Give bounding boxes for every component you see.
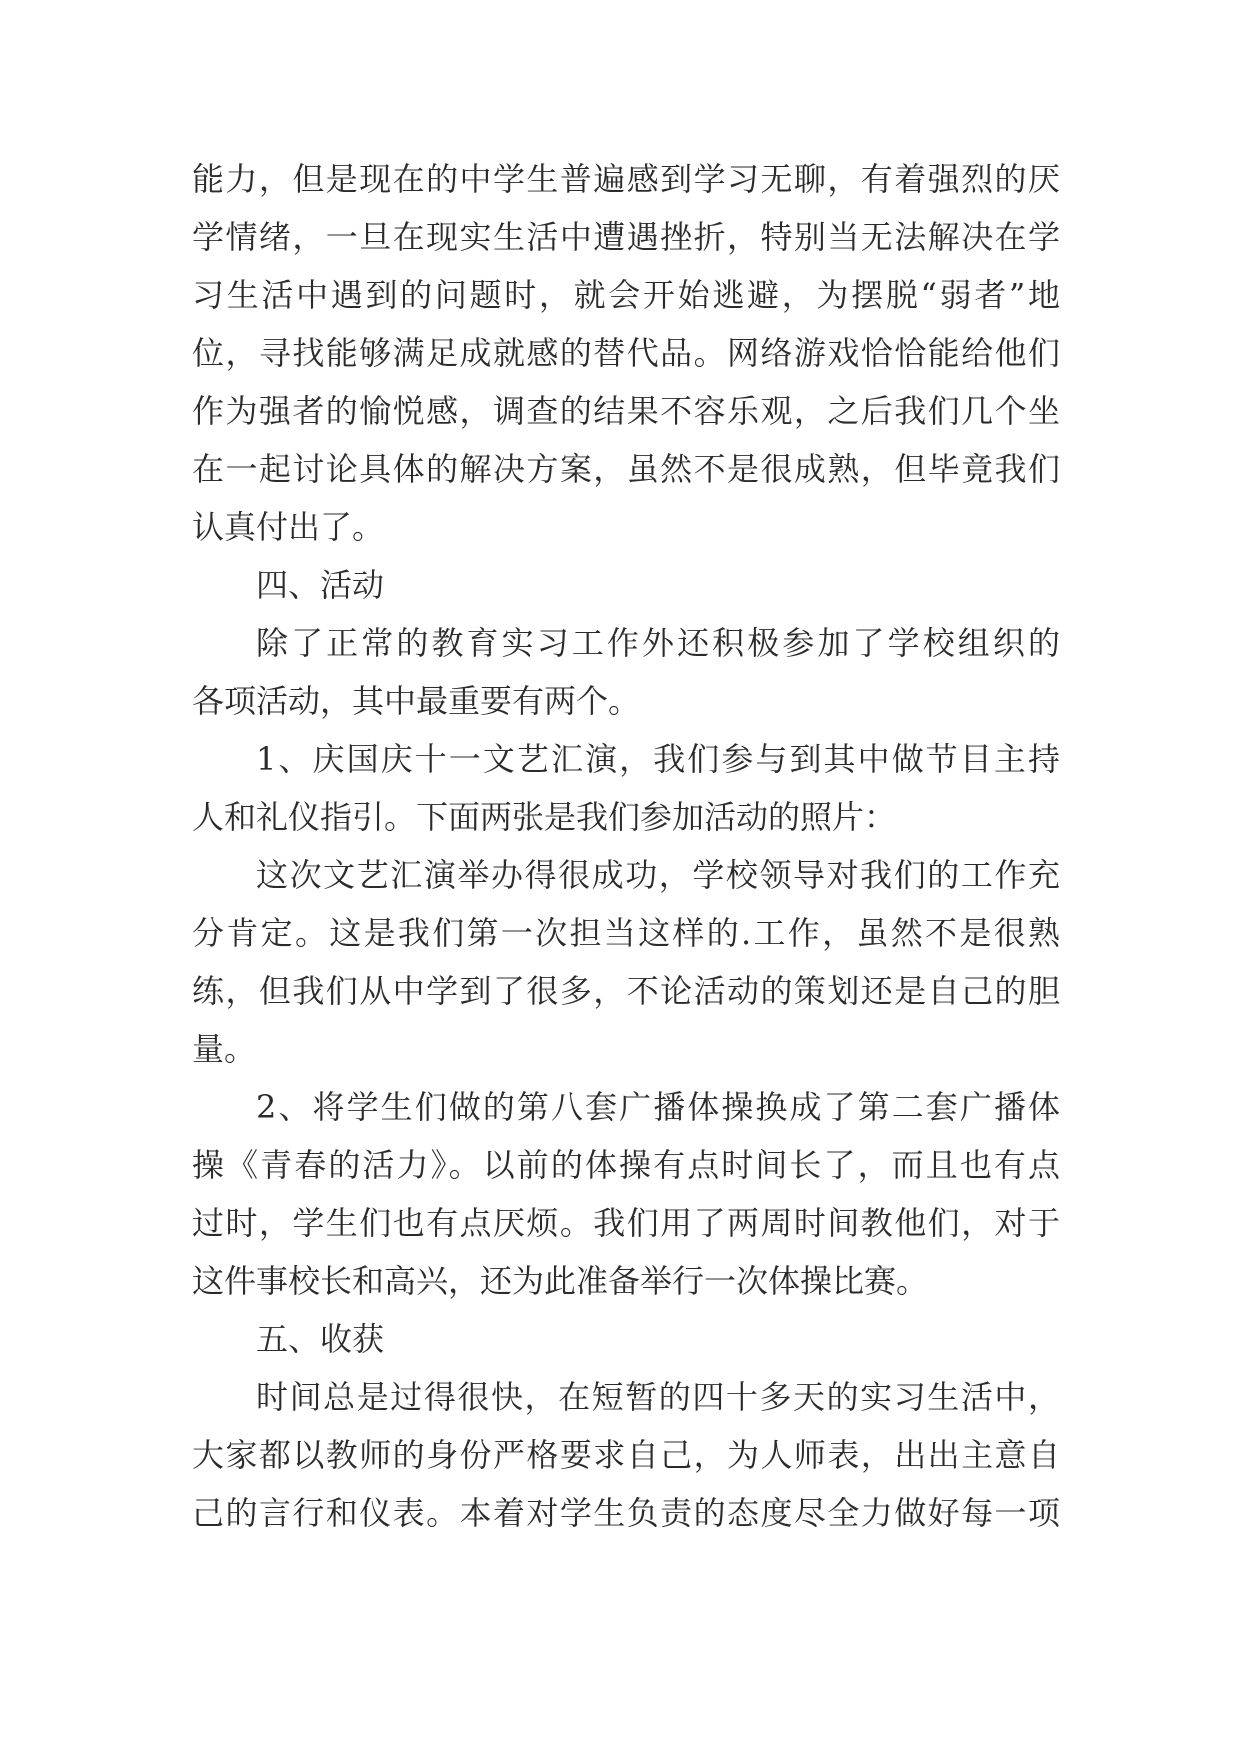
text-line: 认真付出了。 xyxy=(192,508,385,546)
text-line: 练，但我们从中学到了很多，不论活动的策划还是自己的胆 xyxy=(192,972,1060,1010)
text-line: 己的言行和仪表。本着对学生负责的态度尽全力做好每一项 xyxy=(192,1494,1060,1532)
text-line: 这件事校长和高兴，还为此准备举行一次体操比赛。 xyxy=(192,1262,929,1300)
text-line: 能力，但是现在的中学生普遍感到学习无聊，有着强烈的厌 xyxy=(192,160,1060,198)
text-line: 操《青春的活力》。以前的体操有点时间长了，而且也有点 xyxy=(192,1146,1060,1184)
text-line: 大家都以教师的身份严格要求自己，为人师表，出出主意自 xyxy=(192,1436,1060,1474)
text-line: 学情绪，一旦在现实生活中遭遇挫折，特别当无法解决在学 xyxy=(192,218,1060,256)
text-line: 人和礼仪指引。下面两张是我们参加活动的照片： xyxy=(192,798,897,836)
text-line: 1、庆国庆十一文艺汇演，我们参与到其中做节目主持 xyxy=(256,740,1060,778)
text-line: 位，寻找能够满足成就感的替代品。网络游戏恰恰能给他们 xyxy=(192,334,1060,372)
text-line: 量。 xyxy=(192,1030,257,1068)
text-line: 时间总是过得很快，在短暂的四十多天的实习生活中， xyxy=(256,1378,1060,1416)
text-line: 分肯定。这是我们第一次担当这样的.工作，虽然不是很熟 xyxy=(192,914,1060,952)
text-line: 过时，学生们也有点厌烦。我们用了两周时间教他们，对于 xyxy=(192,1204,1060,1242)
document-body xyxy=(192,150,1060,1542)
text-line: 这次文艺汇演举办得很成功，学校领导对我们的工作充 xyxy=(256,856,1060,894)
text-line: 2、将学生们做的第八套广播体操换成了第二套广播体 xyxy=(256,1088,1060,1126)
text-line: 各项活动，其中最重要有两个。 xyxy=(192,682,641,720)
text-line: 作为强者的愉悦感，调查的结果不容乐观，之后我们几个坐 xyxy=(192,392,1060,430)
text-line: 习生活中遇到的问题时，就会开始逃避，为摆脱“弱者”地 xyxy=(192,276,1060,314)
text-line: 在一起讨论具体的解决方案，虽然不是很成熟，但毕竟我们 xyxy=(192,450,1060,488)
text-line: 四、活动 xyxy=(256,566,385,604)
text-line: 五、收获 xyxy=(256,1320,385,1358)
text-line: 除了正常的教育实习工作外还积极参加了学校组织的 xyxy=(256,624,1060,662)
